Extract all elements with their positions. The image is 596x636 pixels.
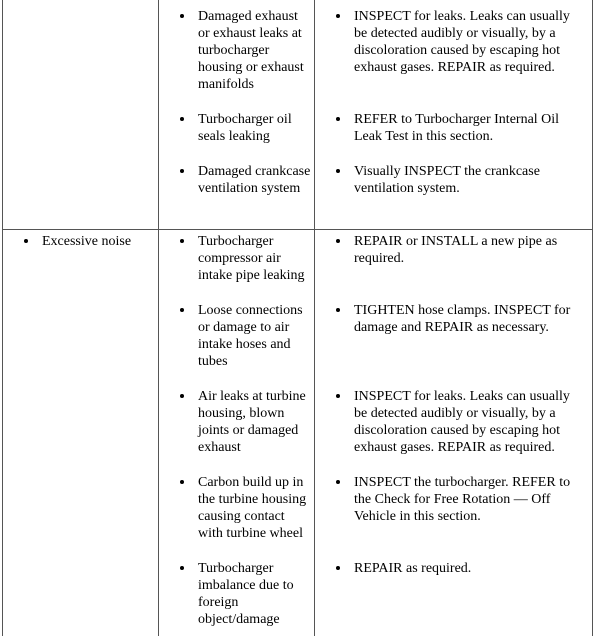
action-item: INSPECT for leaks. Leaks can usually be detected audibly or visually, by a discoloration caused by escaping hot exhaust gases. REPAIR as required. (336, 388, 581, 457)
symptom-item: Excessive noise (24, 233, 156, 250)
action-item: TIGHTEN hose clamps. INSPECT for damage and REPAIR as necessary. (336, 302, 581, 371)
row2-symptom-list (24, 233, 156, 250)
action-item: REPAIR as required. (336, 560, 581, 577)
table-border-right (592, 0, 593, 636)
cause-item: Damaged exhaust or exhaust leaks at turbocharger housing or exhaust manifolds (180, 8, 312, 94)
row-divider (2, 229, 593, 230)
cause-item: Turbocharger oil seals leaking (180, 111, 312, 146)
row1-actions-list (336, 8, 581, 197)
table-border-left (2, 0, 3, 636)
cause-item: Damaged crankcase ventilation system (180, 163, 312, 197)
action-item: REFER to Turbocharger Internal Oil Leak Test in this section. (336, 111, 581, 146)
action-item: INSPECT the turbocharger. REFER to the Check for Free Rotation — Off Vehicle in this section. (336, 474, 581, 543)
row2-causes-list (180, 233, 312, 628)
row2-actions-list (336, 233, 581, 577)
cause-item: Turbocharger compressor air intake pipe leaking (180, 233, 312, 285)
column-divider-2 (314, 0, 315, 636)
cause-item: Air leaks at turbine housing, blown joints or damaged exhaust (180, 388, 312, 457)
action-item: INSPECT for leaks. Leaks can usually be detected audibly or visually, by a discoloration caused by escaping hot exhaust gases. REPAIR as required. (336, 8, 581, 94)
action-item: REPAIR or INSTALL a new pipe as required. (336, 233, 581, 285)
column-divider-1 (158, 0, 159, 636)
cause-item: Carbon build up in the turbine housing causing contact with turbine wheel (180, 474, 312, 543)
row1-causes-list (180, 8, 312, 197)
cause-item: Turbocharger imbalance due to foreign object/damage (180, 560, 312, 628)
action-item: Visually INSPECT the crankcase ventilation system. (336, 163, 581, 197)
cause-item: Loose connections or damage to air intake hoses and tubes (180, 302, 312, 371)
